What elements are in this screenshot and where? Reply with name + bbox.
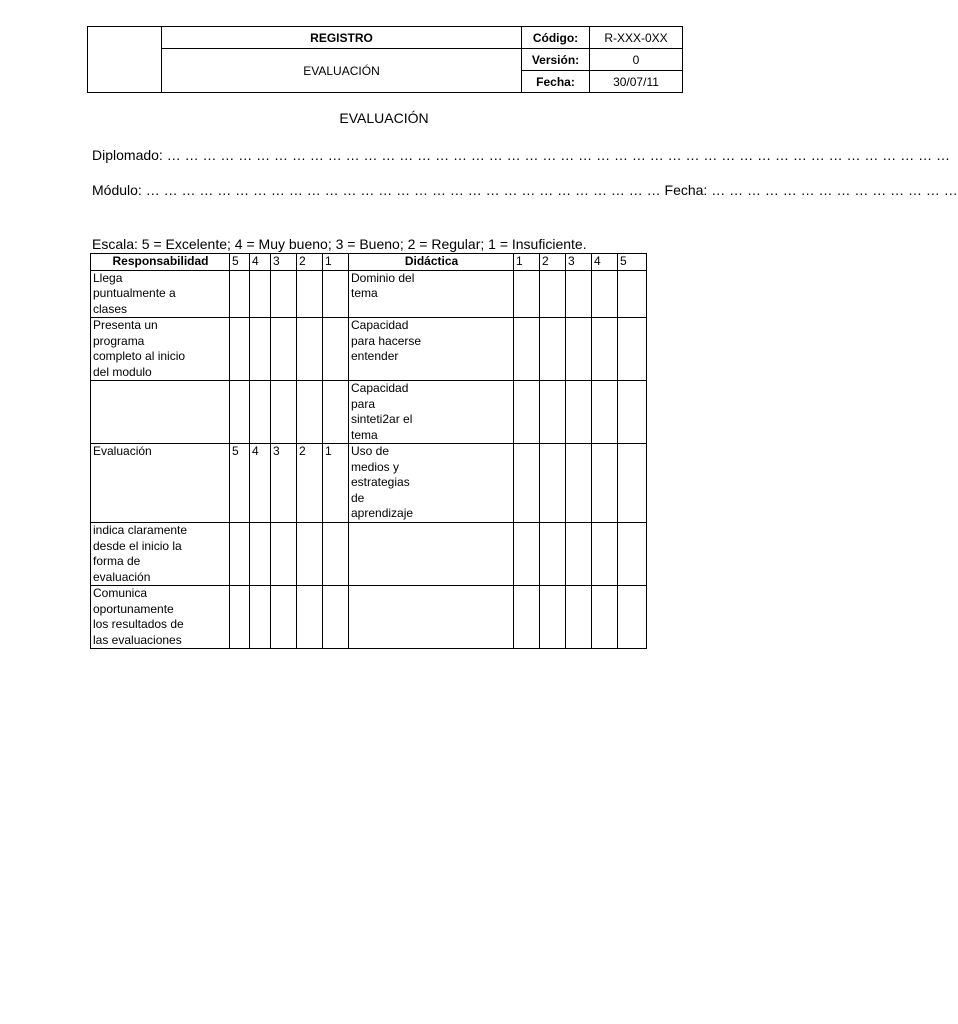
criterion-right — [349, 523, 514, 586]
version-label: Versión: — [522, 49, 590, 71]
score-cell[interactable] — [566, 444, 592, 523]
score-cell[interactable] — [297, 523, 323, 586]
score-cell[interactable] — [592, 318, 618, 381]
score-cell[interactable] — [618, 270, 647, 318]
codigo-value: R-XXX-0XX — [590, 27, 683, 49]
criterion-left: Comunica oportunamente los resultados de las evaluaciones — [91, 586, 230, 649]
score-cell[interactable] — [297, 270, 323, 318]
modulo-label: Módulo: — [92, 182, 142, 198]
score-cell[interactable] — [592, 270, 618, 318]
score-cell[interactable] — [592, 444, 618, 523]
logo-placeholder — [88, 27, 162, 93]
modulo-field — [92, 182, 958, 198]
criterion-left: indica claramente desde el inicio la forma de evaluación — [91, 523, 230, 586]
score-cell[interactable] — [323, 381, 349, 444]
score-cell[interactable] — [323, 586, 349, 649]
score-cell[interactable] — [592, 381, 618, 444]
criterion-left: Llega puntualmente a clases — [91, 270, 230, 318]
table-row — [91, 444, 647, 523]
score-cell[interactable] — [592, 586, 618, 649]
score-cell[interactable]: 5 — [230, 444, 250, 523]
criterion-left: Presenta un programa completo al inicio del modulo — [91, 318, 230, 381]
score-cell[interactable] — [323, 270, 349, 318]
score-cell[interactable] — [540, 270, 566, 318]
score-cell[interactable] — [323, 523, 349, 586]
criterion-right: Capacidad para sinteti2ar el tema — [349, 381, 514, 444]
right-score-header: 2 — [540, 254, 566, 271]
score-cell[interactable] — [297, 381, 323, 444]
score-cell[interactable] — [514, 586, 540, 649]
didactica-header: Didáctica — [349, 254, 514, 271]
header-fecha-value: 30/07/11 — [590, 71, 683, 93]
left-score-header: 3 — [271, 254, 297, 271]
criterion-right: Uso de medios y estrategias de aprendizaje — [349, 444, 514, 523]
score-cell[interactable] — [271, 586, 297, 649]
score-cell[interactable] — [618, 586, 647, 649]
score-cell[interactable] — [514, 523, 540, 586]
header-fecha-label: Fecha: — [522, 71, 590, 93]
modulo-dots: … … … … … … … … … … … … … … … … … … … … … … … … … … … … … — [145, 182, 661, 198]
score-cell[interactable]: 4 — [250, 444, 271, 523]
right-score-header: 1 — [514, 254, 540, 271]
form-name: EVALUACIÓN — [162, 49, 522, 93]
version-value: 0 — [590, 49, 683, 71]
score-cell[interactable]: 3 — [271, 444, 297, 523]
criterion-right — [349, 586, 514, 649]
score-cell[interactable] — [618, 381, 647, 444]
score-cell[interactable] — [566, 318, 592, 381]
score-cell[interactable] — [540, 381, 566, 444]
score-cell[interactable] — [230, 270, 250, 318]
left-score-header: 4 — [250, 254, 271, 271]
score-cell[interactable] — [566, 586, 592, 649]
right-score-header: 4 — [592, 254, 618, 271]
criterion-left: Evaluación — [91, 444, 230, 523]
score-cell[interactable] — [566, 523, 592, 586]
fecha-label: Fecha: — [664, 182, 708, 198]
evaluation-table — [90, 253, 647, 649]
right-score-header: 3 — [566, 254, 592, 271]
table-row — [91, 381, 647, 444]
score-cell[interactable]: 2 — [297, 444, 323, 523]
score-cell[interactable] — [230, 586, 250, 649]
criterion-right: Dominio del tema — [349, 270, 514, 318]
right-score-header: 5 — [618, 254, 647, 271]
score-cell[interactable] — [297, 318, 323, 381]
diplomado-label: Diplomado: — [92, 147, 163, 163]
scale-legend: Escala: 5 = Excelente; 4 = Muy bueno; 3 = Bueno; 2 = Regular; 1 = Insuficiente. — [92, 236, 587, 252]
score-cell[interactable] — [297, 586, 323, 649]
score-cell[interactable] — [271, 523, 297, 586]
diplomado-dots: … … … … … … … … … … … … … … … … … … … … … … … … … … … … … … … … … … … … … … … … … … … … — [166, 147, 950, 163]
diplomado-field — [92, 147, 950, 163]
score-cell[interactable]: 1 — [323, 444, 349, 523]
score-cell[interactable] — [514, 444, 540, 523]
table-row — [91, 586, 647, 649]
criterion-left — [91, 381, 230, 444]
criterion-right: Capacidad para hacerse entender — [349, 318, 514, 381]
score-cell[interactable] — [618, 318, 647, 381]
left-score-header: 5 — [230, 254, 250, 271]
score-cell[interactable] — [250, 318, 271, 381]
score-cell[interactable] — [566, 381, 592, 444]
score-cell[interactable] — [230, 318, 250, 381]
left-score-header: 1 — [323, 254, 349, 271]
score-cell[interactable] — [540, 586, 566, 649]
left-score-header: 2 — [297, 254, 323, 271]
score-cell[interactable] — [271, 270, 297, 318]
fecha-dots: … … … … … … … … … … … … … … — [711, 182, 958, 198]
table-row — [91, 523, 647, 586]
score-cell[interactable] — [592, 523, 618, 586]
page-title: EVALUACIÓN — [339, 110, 429, 126]
score-cell[interactable] — [250, 270, 271, 318]
score-cell[interactable] — [514, 270, 540, 318]
score-cell[interactable] — [514, 381, 540, 444]
score-cell[interactable] — [323, 318, 349, 381]
score-cell[interactable] — [230, 523, 250, 586]
table-row — [91, 270, 647, 318]
score-cell[interactable] — [250, 586, 271, 649]
score-cell[interactable] — [250, 523, 271, 586]
registro-label: REGISTRO — [162, 27, 522, 49]
score-cell[interactable] — [540, 523, 566, 586]
score-cell[interactable] — [230, 381, 250, 444]
table-row — [91, 318, 647, 381]
score-cell[interactable] — [271, 318, 297, 381]
score-cell[interactable] — [618, 523, 647, 586]
score-cell[interactable] — [566, 270, 592, 318]
score-cell[interactable] — [540, 318, 566, 381]
score-cell[interactable] — [271, 381, 297, 444]
document-header — [87, 26, 683, 93]
codigo-label: Código: — [522, 27, 590, 49]
score-cell[interactable] — [540, 444, 566, 523]
score-cell[interactable] — [514, 318, 540, 381]
score-cell[interactable] — [618, 444, 647, 523]
score-cell[interactable] — [250, 381, 271, 444]
responsabilidad-header: Responsabilidad — [91, 254, 230, 271]
